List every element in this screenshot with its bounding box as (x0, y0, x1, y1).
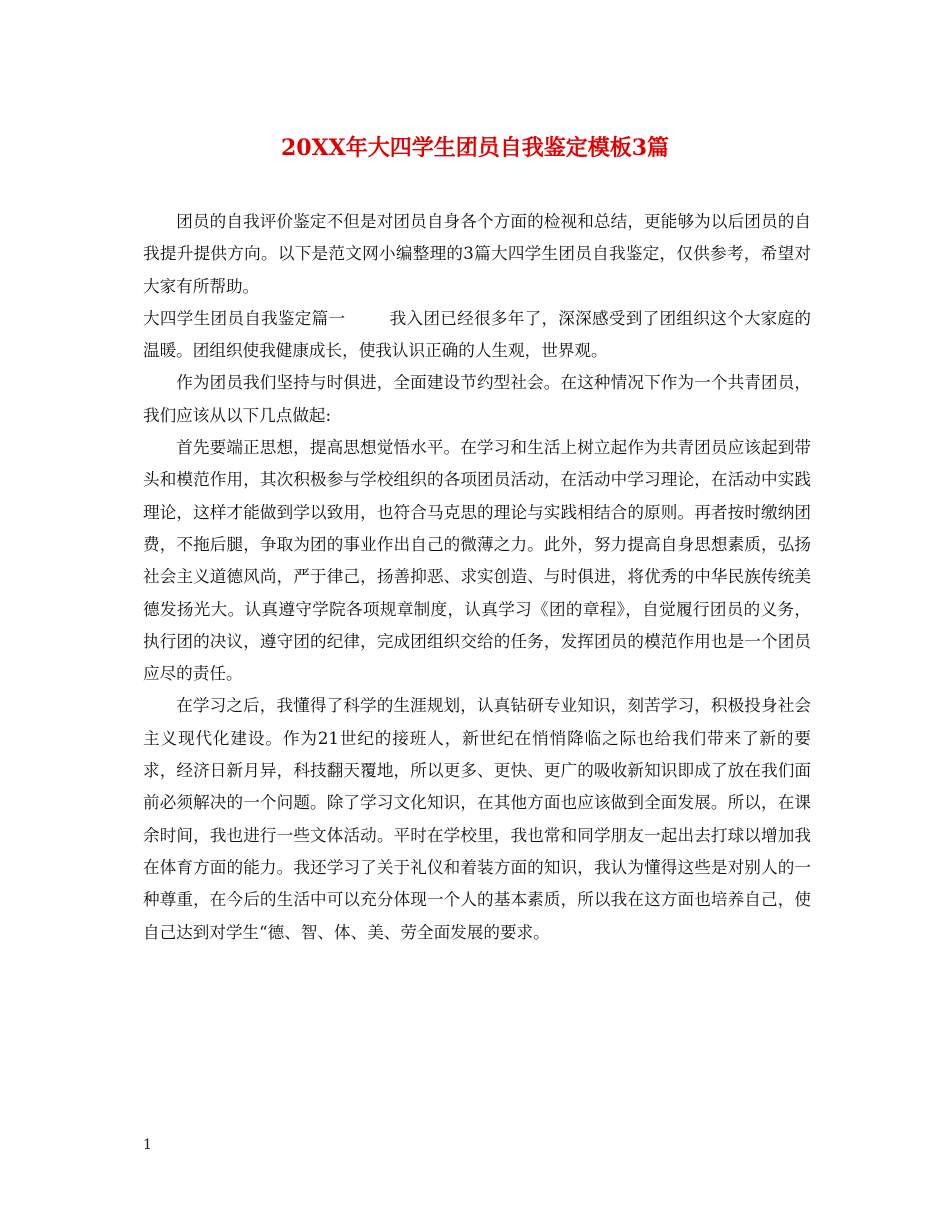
body-paragraph-2: 作为团员我们坚持与时俱进，全面建设节约型社会。在这种情况下作为一个共青团员，我们应该从以下几点做起: (143, 373, 811, 425)
document-body (143, 206, 811, 949)
section1-first-text: 我入团已经很多年了，深深感受到了团组织这个大家庭的温暖。团组织使我健康成长，使我认识正确的人生观，世界观。 (143, 308, 812, 361)
page-number: 1 (143, 1137, 152, 1153)
body-paragraph-4: 在学习之后，我懂得了科学的生涯规划，认真钻研专业知识，刻苦学习，积极投身社会主义现代化建设。作为21世纪的接班人，新世纪在悄悄降临之际也给我们带来了新的要求，经济日新月异，科技翻天覆地，所以更多、更快、更广的吸收新知识即成了放在我们面前必须解决的一个问题。除了学习文化知识，在其他方面也应该做到全面发展。所以，在课余时间，我也进行一些文体活动。平时在学校里，我也常和同学朋友一起出去打球以增加我在体育方面的能力。我还学习了关于礼仪和着装方面的知识，我认为懂得这些是对别人的一种尊重，在今后的生活中可以充分体现一个人的基本素质，所以我在这方面也培养自己，使自己达到对学生“德、智、体、美、劳全面发展的要求。 (143, 696, 811, 942)
intro-paragraph: 团员的自我评价鉴定不但是对团员自身各个方面的检视和总结，更能够为以后团员的自我提升提供方向。以下是范文网小编整理的3篇大四学生团员自我鉴定，仅供参考，希望对大家有所帮助。 (143, 212, 811, 296)
body-paragraph-3: 首先要端正思想，提高思想觉悟水平。在学习和生活上树立起作为共青团员应该起到带头和模范作用，其次积极参与学校组织的各项团员活动，在活动中学习理论，在活动中实践理论，这样才能做到学以致用，也符合马克思的理论与实践相结合的原则。再者按时缴纳团费，不拖后腿，争取为团的事业作出自己的微薄之力。此外，努力提高自身思想素质，弘扬社会主义道德风尚，严于律己，扬善抑恶、求实创造、与时俱进，将优秀的中华民族传统美德发扬光大。认真遵守学院各项规章制度，认真学习《团的章程》，自觉履行团员的义务，执行团的决议，遵守团的纪律，完成团组织交给的任务，发挥团员的模范作用也是一个团员应尽的责任。 (143, 438, 811, 684)
document-title: 20XX年大四学生团员自我鉴定模板3篇 (280, 135, 670, 161)
section1-paragraph (143, 303, 811, 368)
section-heading: 大四学生团员自我鉴定篇一 (143, 308, 346, 328)
